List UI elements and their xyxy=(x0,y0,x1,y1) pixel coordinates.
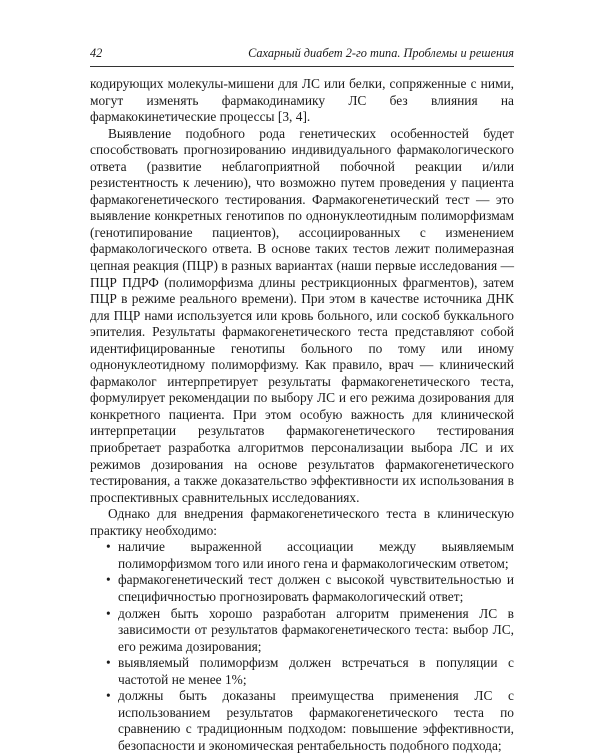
paragraph: Выявление подобного рода генетических особенностей будет способствовать прогнозированию индивидуального фармакологического ответа (развитие неблагоприятной побочной реакции и/или резистентность к лечению), что возможно путем проведения у пациента фармакогенетического тестирования. Фармакогенетический тест — это выявление конкретных генотипов по однонуклеотидным полиморфизмам (генотипирование пациентов), ассоциированных с изменением фармакологического ответа. В основе таких тестов лежит полимеразная цепная реакция (ПЦР) в разных вариантах (наши первые исследования — ПЦР ПДРФ (полиморфизма длины рестрикционных фрагментов), затем ПЦР в режиме реального времени). При этом в качестве источника ДНК для ПЦР нами используется или кровь больного, или соскоб буккального эпителия. Результаты фармакогенетического теста представляют собой идентифицированные генотипы больного по тому или иному однонуклеотидному полиморфизму. Как правило, врач — клинический фармаколог интерпретирует результаты фармакогенетического теста, формулирует рекомендации по выбору ЛС и его режима дозирования для конкретного пациента. При этом особую важность для клинической интерпретации результатов фармакогенетического тестирования приобретает разработка алгоритмов персонализации выбора ЛС и их режимов дозирования на основе результатов фармакогенетического тестирования, а также доказательство эффективности их использования в проспективных сравнительных исследованиях. xyxy=(90,125,514,505)
bullet-icon: • xyxy=(106,605,111,621)
list-item-text: выявляемый полиморфизм должен встречаться в популяции с частотой не менее 1%; xyxy=(118,655,514,687)
list-item-text: фармакогенетический тест должен с высокой чувствительностью и специфичностью прогнозировать фармакологический ответ; xyxy=(118,572,514,604)
header-rule xyxy=(90,66,514,67)
paragraph-continued: кодирующих молекулы-мишени для ЛС или белки, сопряженные с ними, могут изменять фармакодинамику ЛС без влияния на фармакокинетические процессы [3, 4]. xyxy=(90,76,514,125)
page-number: 42 xyxy=(90,46,103,60)
bullet-icon: • xyxy=(106,655,111,671)
list-item-text: должен быть хорошо разработан алгоритм применения ЛС в зависимости от результатов фармакогенетического теста: выбор ЛС, его режима дозирования; xyxy=(118,605,514,654)
requirements-list xyxy=(90,539,514,754)
bullet-icon: • xyxy=(106,572,111,588)
list-item xyxy=(90,688,514,754)
bullet-icon: • xyxy=(106,688,111,704)
list-item-text: наличие выраженной ассоциации между выявляемым полиморфизмом того или иного гена и фармакологическим ответом; xyxy=(118,539,514,571)
list-item-text: должны быть доказаны преимущества применения ЛС с использованием результатов фармакогенетического теста по сравнению с традиционным подходом: повышение эффективности, безопасности и экономическая рентабельность подобного подхода; xyxy=(118,688,514,753)
bullet-icon: • xyxy=(106,539,111,555)
page-header xyxy=(90,44,514,62)
list-item xyxy=(90,655,514,688)
body-text xyxy=(90,76,514,754)
list-item xyxy=(90,539,514,572)
running-title: Сахарный диабет 2-го типа. Проблемы и решения xyxy=(248,46,514,60)
list-item xyxy=(90,606,514,656)
list-item xyxy=(90,572,514,605)
paragraph: Однако для внедрения фармакогенетического теста в клиническую практику необходимо: xyxy=(90,506,514,538)
